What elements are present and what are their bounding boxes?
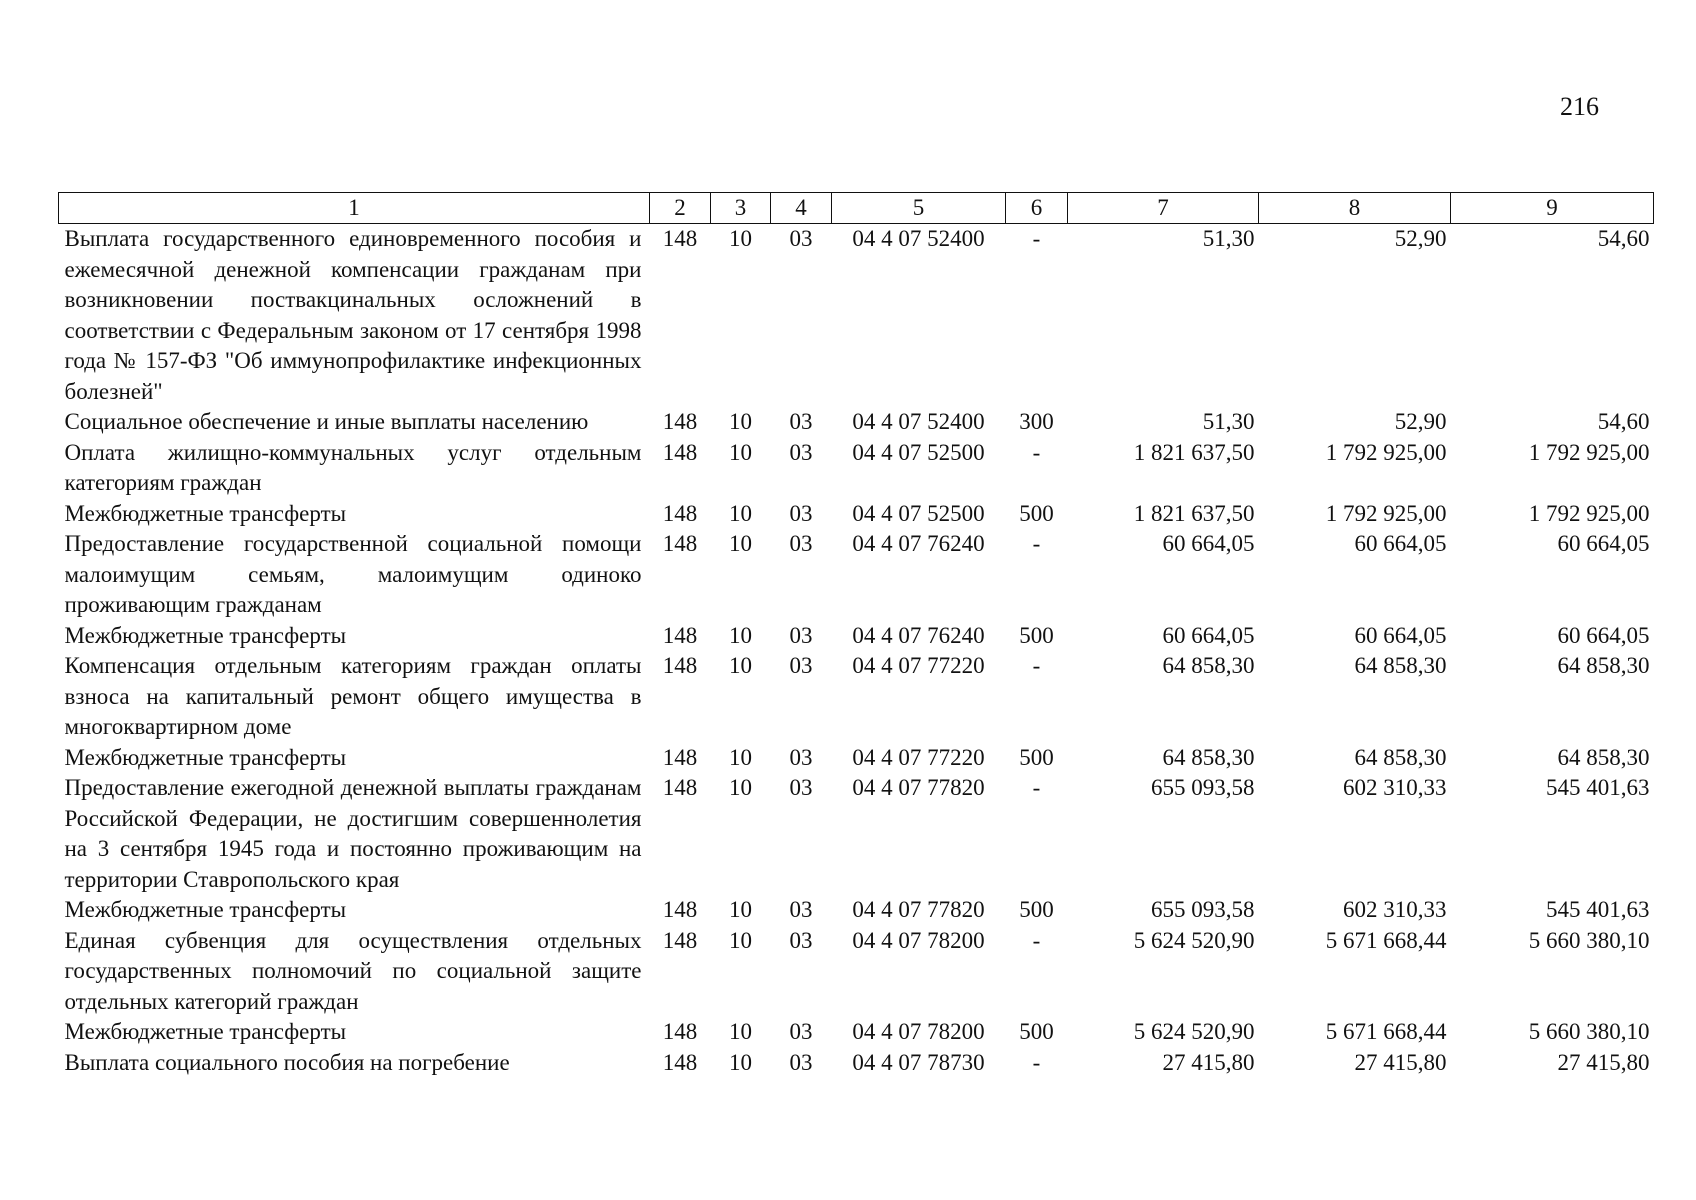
cell-expense-type: 500 [1019, 500, 1054, 526]
col-header-1: 1 [59, 193, 650, 224]
row-description: Межбюджетные трансферты [64, 744, 347, 770]
cell-amount-9: 64 858,30 [1557, 744, 1650, 770]
cell-expense-type: 500 [1019, 744, 1054, 770]
col-header-7: 7 [1068, 193, 1259, 224]
cell-amount-8: 64 858,30 [1354, 653, 1447, 678]
cell-amount-8: 5 671 668,44 [1325, 927, 1447, 953]
cell-grbs: 148 [662, 439, 698, 465]
row-description: Выплата социального пособия на погребение [64, 1049, 510, 1075]
row-description: Единая субвенция для осуществления отдельных государственных полномочий по социальной защите отдельных категорий граждан [64, 927, 642, 1014]
cell-subsection: 03 [789, 1019, 813, 1044]
cell-grbs: 148 [662, 531, 698, 556]
table-row [59, 926, 1654, 1018]
cell-expense-type: 500 [1019, 897, 1054, 922]
cell-expense-type: - [1032, 1049, 1041, 1075]
cell-section: 10 [729, 500, 752, 526]
cell-amount-9: 545 401,63 [1546, 775, 1650, 800]
cell-amount-9: 5 660 380,10 [1528, 927, 1650, 953]
cell-amount-8: 5 671 668,44 [1325, 1019, 1447, 1044]
table-row [59, 895, 1654, 926]
cell-amount-7: 64 858,30 [1162, 744, 1255, 770]
cell-target-code: 04 4 07 77820 [852, 897, 985, 922]
cell-amount-9: 54,60 [1597, 226, 1650, 251]
col-header-2: 2 [650, 193, 711, 224]
col-header-5: 5 [832, 193, 1006, 224]
row-description: Предоставление ежегодной денежной выплаты гражданам Российской Федерации, не достигшим совершеннолетия на 3 сентября 1945 года и постоянно проживающим на территории Ставропольского края [64, 775, 642, 892]
cell-section: 10 [729, 531, 752, 556]
cell-subsection: 03 [789, 409, 813, 434]
table-row [59, 773, 1654, 895]
cell-target-code: 04 4 07 76240 [852, 531, 985, 556]
cell-subsection: 03 [789, 531, 813, 556]
table-row [59, 1017, 1654, 1048]
cell-amount-9: 54,60 [1597, 409, 1650, 434]
table-row [59, 407, 1654, 438]
table-row [59, 651, 1654, 743]
cell-subsection: 03 [789, 897, 813, 922]
cell-section: 10 [729, 409, 752, 434]
cell-amount-9: 1 792 925,00 [1528, 439, 1650, 465]
cell-grbs: 148 [662, 500, 698, 526]
row-description: Межбюджетные трансферты [64, 500, 347, 526]
cell-amount-9: 545 401,63 [1546, 897, 1650, 922]
cell-subsection: 03 [789, 775, 813, 800]
cell-amount-9: 5 660 380,10 [1528, 1019, 1650, 1044]
cell-amount-9: 60 664,05 [1557, 531, 1650, 556]
table-row [59, 1048, 1654, 1079]
cell-expense-type: - [1032, 531, 1041, 556]
cell-grbs: 148 [662, 927, 698, 953]
cell-target-code: 04 4 07 78200 [852, 1019, 985, 1044]
cell-amount-7: 51,30 [1202, 409, 1255, 434]
page-number: 216 [1560, 92, 1599, 121]
cell-grbs: 148 [662, 897, 698, 922]
cell-target-code: 04 4 07 52500 [852, 500, 985, 526]
cell-grbs: 148 [662, 226, 698, 251]
cell-section: 10 [729, 897, 752, 922]
row-description: Компенсация отдельным категориям граждан оплаты взноса на капитальный ремонт общего имущества в многоквартирном доме [64, 653, 642, 739]
cell-amount-8: 602 310,33 [1343, 775, 1447, 800]
cell-subsection: 03 [789, 653, 813, 678]
cell-amount-7: 655 093,58 [1151, 775, 1255, 800]
row-description: Социальное обеспечение и иные выплаты населению [64, 409, 589, 434]
header-row [59, 193, 1654, 224]
col-header-4: 4 [771, 193, 832, 224]
cell-amount-7: 64 858,30 [1162, 653, 1255, 678]
cell-amount-7: 5 624 520,90 [1133, 927, 1255, 953]
cell-subsection: 03 [789, 927, 813, 953]
cell-section: 10 [729, 1019, 752, 1044]
cell-amount-8: 64 858,30 [1354, 744, 1447, 770]
cell-amount-8: 1 792 925,00 [1325, 500, 1447, 526]
cell-section: 10 [729, 653, 752, 678]
cell-section: 10 [729, 744, 752, 770]
cell-target-code: 04 4 07 77220 [852, 744, 985, 770]
col-header-3: 3 [711, 193, 771, 224]
cell-expense-type: 500 [1019, 1019, 1054, 1044]
cell-expense-type: - [1032, 927, 1041, 953]
cell-subsection: 03 [789, 622, 813, 648]
cell-expense-type: - [1032, 226, 1041, 251]
cell-amount-8: 52,90 [1394, 226, 1447, 251]
cell-amount-8: 602 310,33 [1343, 897, 1447, 922]
row-description: Предоставление государственной социальной помощи малоимущим семьям, малоимущим одиноко проживающим гражданам [64, 531, 642, 617]
cell-section: 10 [729, 439, 752, 465]
cell-subsection: 03 [789, 1049, 813, 1075]
cell-amount-9: 64 858,30 [1557, 653, 1650, 678]
cell-amount-9: 60 664,05 [1557, 622, 1650, 648]
cell-section: 10 [729, 775, 752, 800]
cell-amount-8: 52,90 [1394, 409, 1447, 434]
cell-grbs: 148 [662, 622, 698, 648]
cell-expense-type: - [1032, 653, 1041, 678]
cell-grbs: 148 [662, 409, 698, 434]
row-description: Выплата государственного единовременного пособия и ежемесячной денежной компенсации гражданам при возникновении поствакцинальных осложнений в соответствии с Федеральным законом от 17 сентября 1998 года № 157-ФЗ "Об иммунопрофилактике инфекционных болезней" [64, 226, 642, 404]
cell-target-code: 04 4 07 52400 [852, 409, 985, 434]
row-description: Межбюджетные трансферты [64, 897, 347, 922]
cell-expense-type: 300 [1019, 409, 1054, 434]
cell-grbs: 148 [662, 744, 698, 770]
cell-amount-7: 1 821 637,50 [1133, 500, 1255, 526]
cell-amount-8: 27 415,80 [1354, 1049, 1447, 1075]
cell-section: 10 [729, 226, 752, 251]
cell-subsection: 03 [789, 226, 813, 251]
cell-subsection: 03 [789, 500, 813, 526]
col-header-8: 8 [1259, 193, 1451, 224]
cell-amount-9: 27 415,80 [1557, 1049, 1650, 1075]
cell-expense-type: - [1032, 775, 1041, 800]
cell-section: 10 [729, 1049, 752, 1075]
cell-grbs: 148 [662, 775, 698, 800]
cell-target-code: 04 4 07 76240 [852, 622, 985, 648]
row-description: Оплата жилищно-коммунальных услуг отдельным категориям граждан [64, 439, 642, 495]
cell-amount-7: 27 415,80 [1162, 1049, 1255, 1075]
cell-amount-7: 51,30 [1202, 226, 1255, 251]
cell-subsection: 03 [789, 744, 813, 770]
cell-expense-type: - [1032, 439, 1041, 465]
cell-section: 10 [729, 622, 752, 648]
cell-target-code: 04 4 07 78200 [852, 927, 985, 953]
cell-amount-9: 1 792 925,00 [1528, 500, 1650, 526]
table-row [59, 743, 1654, 774]
cell-amount-7: 655 093,58 [1151, 897, 1255, 922]
cell-amount-8: 60 664,05 [1354, 531, 1447, 556]
table-row [59, 529, 1654, 621]
cell-target-code: 04 4 07 77220 [852, 653, 985, 678]
cell-section: 10 [729, 927, 752, 953]
cell-grbs: 148 [662, 1019, 698, 1044]
cell-grbs: 148 [662, 653, 698, 678]
cell-target-code: 04 4 07 52500 [852, 439, 985, 465]
cell-amount-7: 60 664,05 [1162, 622, 1255, 648]
row-description: Межбюджетные трансферты [64, 1019, 347, 1044]
col-header-9: 9 [1451, 193, 1654, 224]
col-header-6: 6 [1006, 193, 1068, 224]
cell-target-code: 04 4 07 78730 [852, 1049, 985, 1075]
budget-table [58, 192, 1654, 1078]
cell-expense-type: 500 [1019, 622, 1054, 648]
cell-amount-7: 60 664,05 [1162, 531, 1255, 556]
table-row [59, 499, 1654, 530]
cell-amount-7: 1 821 637,50 [1133, 439, 1255, 465]
cell-amount-7: 5 624 520,90 [1133, 1019, 1255, 1044]
cell-target-code: 04 4 07 77820 [852, 775, 985, 800]
row-description: Межбюджетные трансферты [64, 622, 347, 648]
cell-target-code: 04 4 07 52400 [852, 226, 985, 251]
cell-amount-8: 60 664,05 [1354, 622, 1447, 648]
cell-grbs: 148 [662, 1049, 698, 1075]
cell-subsection: 03 [789, 439, 813, 465]
table-row [59, 438, 1654, 499]
table-row [59, 224, 1654, 408]
table-row [59, 621, 1654, 652]
cell-amount-8: 1 792 925,00 [1325, 439, 1447, 465]
